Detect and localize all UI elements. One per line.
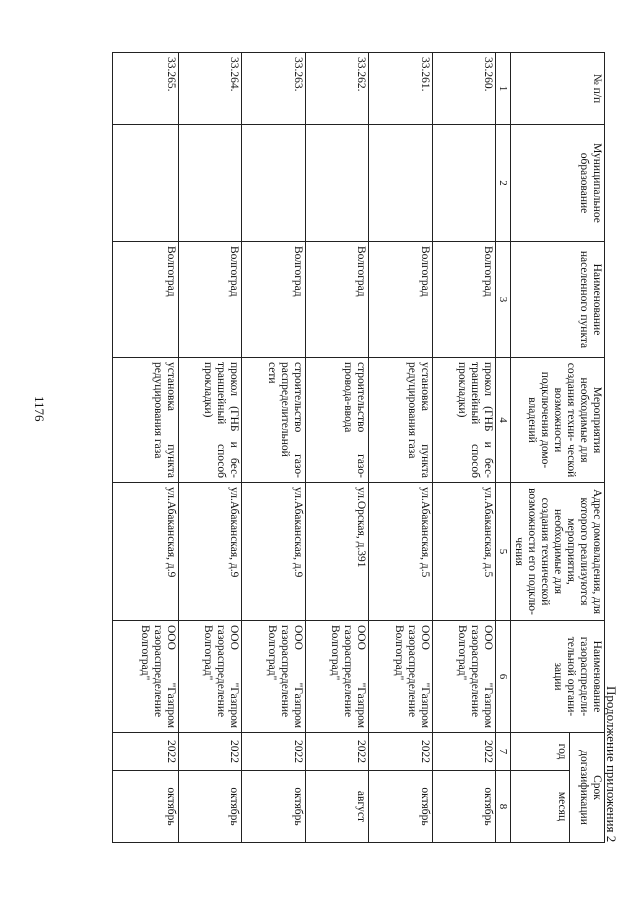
column-number: 6 (496, 621, 511, 733)
table-row (369, 53, 433, 843)
row-settlement: Волгоград (433, 242, 496, 358)
row-year: 2022 (113, 733, 179, 771)
row-address: ул.Абаканская, д.9 (242, 483, 306, 621)
row-address: ул.Абаканская, д.9 (113, 483, 179, 621)
table-row (113, 53, 179, 843)
row-municipality (242, 125, 306, 242)
header-municipality: Муниципальное образование (511, 125, 605, 242)
row-number: 33.263. (242, 53, 306, 125)
row-month: октябрь (433, 771, 496, 843)
column-number: 2 (496, 125, 511, 242)
header-settlement: Наименование населенного пункта (511, 242, 605, 358)
row-measure: установка пункта редуцирования газа (113, 358, 179, 483)
table-row (179, 53, 242, 843)
table-header-row (569, 53, 604, 843)
appendix-table (112, 52, 605, 843)
column-number: 4 (496, 358, 511, 483)
row-settlement: Волгоград (179, 242, 242, 358)
row-address: ул.Абаканская, д.5 (433, 483, 496, 621)
row-organization: ООО "Газпром газораспределение Волгоград" (113, 621, 179, 733)
row-measure: строительство газо- распределительной сети (242, 358, 306, 483)
row-measure: прокол (ГНБ и бес- траншейный способ прокладки) (433, 358, 496, 483)
row-measure: строительство газо- провода-ввода (306, 358, 369, 483)
row-organization: ООО "Газпром газораспределение Волгоград" (369, 621, 433, 733)
row-organization: ООО "Газпром газораспределение Волгоград" (179, 621, 242, 733)
row-year: 2022 (242, 733, 306, 771)
column-number-row (496, 53, 511, 843)
row-number: 33.264. (179, 53, 242, 125)
row-measure: прокол (ГНБ и бес- траншейный способ прокладки) (179, 358, 242, 483)
row-number: 33.262. (306, 53, 369, 125)
row-municipality (179, 125, 242, 242)
row-month: октябрь (369, 771, 433, 843)
row-municipality (433, 125, 496, 242)
header-organization: Наименование газораспредели- тельной органи- зации (511, 621, 605, 733)
header-address: Адрес домовладения, для которого реализуются мероприятия, необходимые для создания технической возможности его подклю- чения (511, 483, 605, 621)
row-month: октябрь (242, 771, 306, 843)
column-number: 5 (496, 483, 511, 621)
header-month: месяц (511, 771, 570, 843)
header-number: № п/п (511, 53, 605, 125)
row-address: ул.Абаканская, д.9 (179, 483, 242, 621)
row-address: ул.Абаканская, д.5 (369, 483, 433, 621)
row-month: октябрь (179, 771, 242, 843)
row-month: август (306, 771, 369, 843)
row-settlement: Волгоград (113, 242, 179, 358)
row-number: 33.260. (433, 53, 496, 125)
row-organization: ООО "Газпром газораспределение Волгоград" (306, 621, 369, 733)
row-year: 2022 (306, 733, 369, 771)
page-number: 1176 (32, 396, 47, 422)
column-number: 7 (496, 733, 511, 771)
row-municipality (113, 125, 179, 242)
header-deadline: Срок догазификации (569, 733, 604, 843)
row-year: 2022 (179, 733, 242, 771)
table-row (433, 53, 496, 843)
row-measure: установка пункта редуцирования газа (369, 358, 433, 483)
column-number: 8 (496, 771, 511, 843)
row-number: 33.261. (369, 53, 433, 125)
row-organization: ООО "Газпром газораспределение Волгоград" (242, 621, 306, 733)
row-municipality (369, 125, 433, 242)
table-row (306, 53, 369, 843)
continuation-title: Продолжение приложения 2 (604, 686, 619, 843)
row-month: октябрь (113, 771, 179, 843)
row-settlement: Волгоград (369, 242, 433, 358)
header-year: год (511, 733, 570, 771)
row-settlement: Волгоград (242, 242, 306, 358)
row-organization: ООО "Газпром газораспределение Волгоград" (433, 621, 496, 733)
row-municipality (306, 125, 369, 242)
header-measures: Мероприятия необходимые для создания техни- ческой возможности подключения домо- владений (511, 358, 605, 483)
row-settlement: Волгоград (306, 242, 369, 358)
row-number: 33.265. (113, 53, 179, 125)
row-year: 2022 (433, 733, 496, 771)
row-address: ул.Орская, д.391 (306, 483, 369, 621)
table-row (242, 53, 306, 843)
row-year: 2022 (369, 733, 433, 771)
column-number: 1 (496, 53, 511, 125)
column-number: 3 (496, 242, 511, 358)
